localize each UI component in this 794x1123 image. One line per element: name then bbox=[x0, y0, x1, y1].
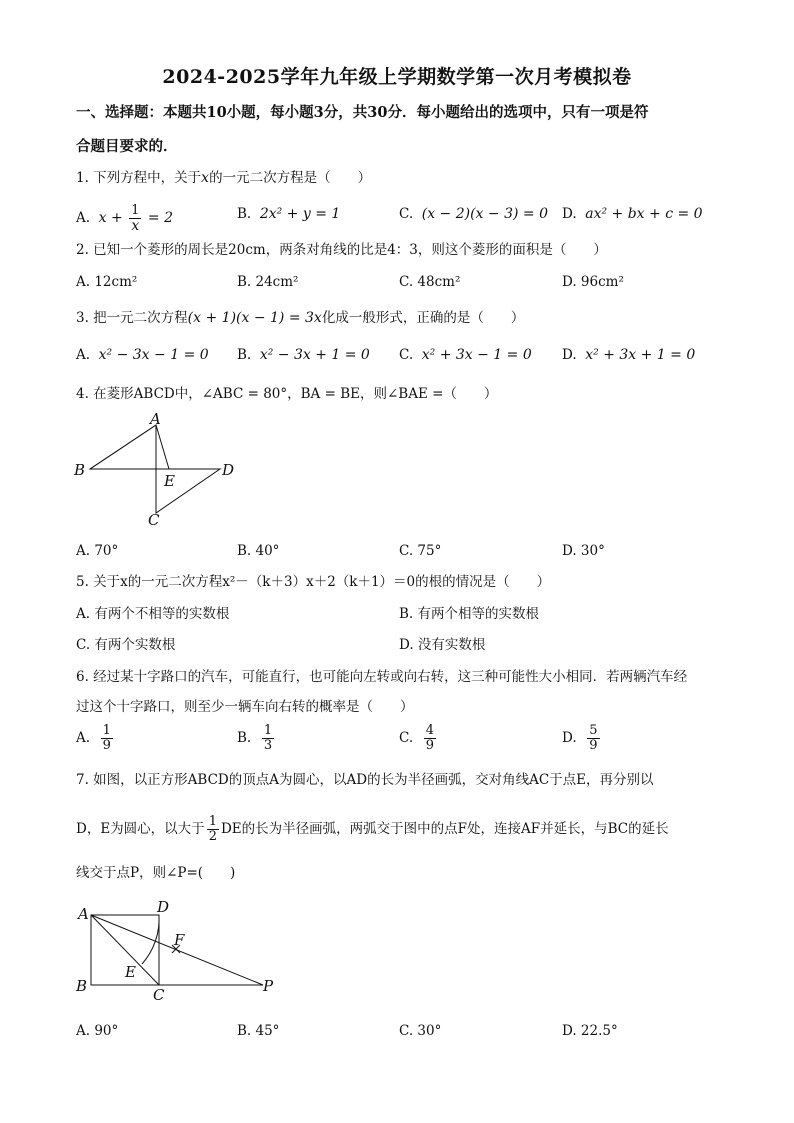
fraction: $\frac{1}{x}$ bbox=[131, 203, 140, 234]
segment-ae bbox=[156, 425, 169, 469]
section-heading-line-1: 一、选择题：本题共10小题，每小题3分，共30分．每小题给出的选项中，只有一项是符 bbox=[76, 104, 649, 121]
fraction: $\frac{1}{9}$ bbox=[102, 723, 111, 753]
label-p: P bbox=[263, 977, 274, 995]
label-b: B bbox=[76, 977, 88, 995]
question-3-option-a: A. x² − 3x − 1 = 0 bbox=[76, 347, 209, 363]
label-a: A bbox=[78, 905, 89, 923]
page-title: 2024-2025学年九年级上学期数学第一次月考模拟卷 bbox=[162, 66, 632, 88]
equation: (x + 1)(x − 1) = 3x bbox=[187, 310, 322, 326]
question-3-stem: 3. 把一元二次方程(x + 1)(x − 1) = 3x化成一般形式，正确的是（ ） bbox=[76, 310, 525, 326]
question-2-option-c: C. 48cm² bbox=[399, 274, 461, 290]
question-7-stem-line-3: 线交于点P，则∠P=( ) bbox=[76, 865, 236, 881]
fraction: $\frac{5}{9}$ bbox=[589, 723, 598, 753]
label-b: B bbox=[74, 461, 86, 479]
question-2-option-b: B. 24cm² bbox=[237, 274, 299, 290]
question-1-stem: 1. 下列方程中，关于x的一元二次方程是（ ） bbox=[76, 170, 372, 186]
side-ab bbox=[90, 425, 156, 469]
question-5-stem: 5. 关于x的一元二次方程x²－（k＋3）x＋2（k＋1）＝0的根的情况是（ ） bbox=[76, 574, 551, 590]
label-e: E bbox=[125, 963, 136, 981]
question-4-option-c: C. 75° bbox=[399, 543, 442, 559]
question-3-option-d: D. x² + 3x + 1 = 0 bbox=[562, 347, 696, 363]
fraction: $\frac{1}{2}$ bbox=[208, 814, 217, 844]
question-7-option-c: C. 30° bbox=[399, 1023, 442, 1039]
question-6-stem-line-2: 过这个十字路口，则至少一辆车向右转的概率是（ ） bbox=[76, 699, 414, 715]
question-5-option-c: C. 有两个实数根 bbox=[76, 637, 176, 653]
label-e: E bbox=[164, 472, 175, 490]
question-5-option-b: B. 有两个相等的实数根 bbox=[399, 606, 540, 622]
question-1-option-c: C. (x − 2)(x − 3) = 0 bbox=[399, 206, 548, 222]
label-a: A bbox=[150, 412, 161, 428]
question-6-option-b: B. $\frac{1}{3}$ bbox=[237, 723, 273, 753]
label-c: C bbox=[148, 511, 160, 529]
question-7-stem-line-1: 7. 如图，以正方形ABCD的顶点A为圆心，以AD的长为半径画弧，交对角线AC于点E，再分别以 bbox=[76, 772, 654, 788]
variable-x: x bbox=[201, 170, 210, 186]
question-7-stem-line-2: D，E为圆心，以大于 $\frac{1}{2}$ DE的长为半径画弧，两弧交于图中的点F处，连接AF并延长，与BC的延长 bbox=[76, 814, 669, 844]
question-4-option-d: D. 30° bbox=[562, 543, 605, 559]
label-c: C bbox=[153, 986, 165, 1004]
question-7-option-b: B. 45° bbox=[237, 1023, 280, 1039]
question-4-stem: 4. 在菱形ABCD中，∠ABC = 80°，BA = BE，则∠BAE =（ ） bbox=[76, 386, 498, 402]
question-1-option-a: A. x + $\frac{1}{x}$ = 2 bbox=[76, 203, 173, 234]
question-1-option-b: B. 2x² + y = 1 bbox=[237, 206, 341, 222]
question-2-option-a: A. 12cm² bbox=[76, 274, 138, 290]
question-5-option-d: D. 没有实数根 bbox=[399, 637, 486, 653]
square-figure bbox=[70, 895, 290, 1007]
question-4-option-b: B. 40° bbox=[237, 543, 280, 559]
question-7-option-a: A. 90° bbox=[76, 1023, 119, 1039]
question-6-option-c: C. $\frac{4}{9}$ bbox=[399, 723, 435, 753]
question-3-option-b: B. x² − 3x + 1 = 0 bbox=[237, 347, 370, 363]
rhombus-figure bbox=[70, 412, 250, 532]
question-2-stem: 2. 已知一个菱形的周长是20cm，两条对角线的比是4：3，则这个菱形的面积是（ ） bbox=[76, 242, 607, 258]
section-heading-line-2: 合题目要求的． bbox=[76, 138, 178, 155]
question-6-option-a: A. $\frac{1}{9}$ bbox=[76, 723, 111, 753]
question-6-stem-line-1: 6. 经过某十字路口的汽车，可能直行，也可能向左转或向右转，这三种可能性大小相同．若两辆汽车经 bbox=[76, 669, 688, 685]
question-4-option-a: A. 70° bbox=[76, 543, 119, 559]
fraction: $\frac{1}{3}$ bbox=[263, 723, 273, 753]
label-d: D bbox=[222, 461, 235, 479]
question-6-option-d: D. $\frac{5}{9}$ bbox=[562, 723, 598, 753]
question-2-option-d: D. 96cm² bbox=[562, 274, 624, 290]
question-3-option-c: C. x² + 3x − 1 = 0 bbox=[399, 347, 532, 363]
label-f: F bbox=[174, 931, 185, 949]
question-7-option-d: D. 22.5° bbox=[562, 1023, 618, 1039]
label-d: D bbox=[157, 898, 170, 916]
fraction: $\frac{4}{9}$ bbox=[425, 723, 435, 753]
question-1-option-d: D. ax² + bx + c = 0 bbox=[562, 206, 703, 222]
question-5-option-a: A. 有两个不相等的实数根 bbox=[76, 606, 230, 622]
